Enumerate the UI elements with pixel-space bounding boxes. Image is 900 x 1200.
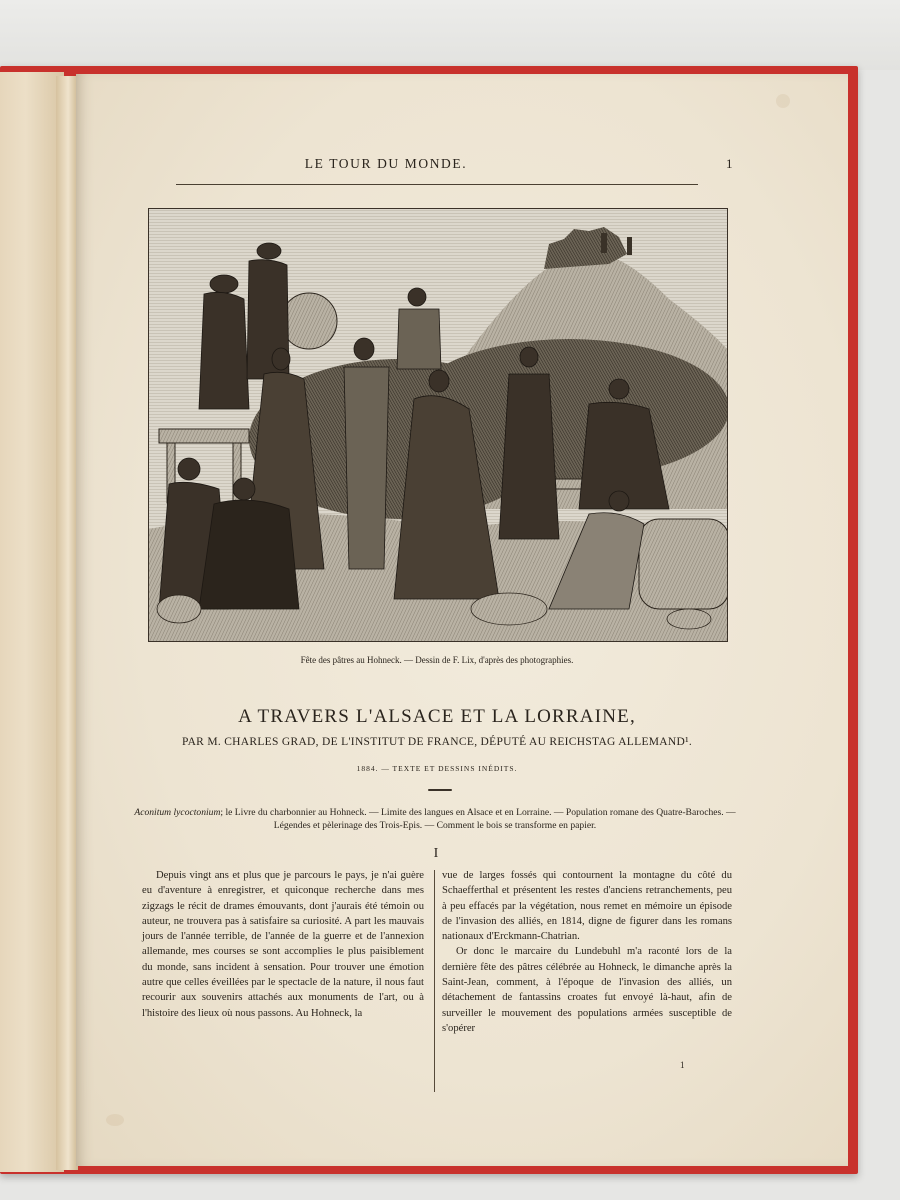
header-rule: [176, 184, 698, 185]
signature-number: 1: [680, 1060, 685, 1070]
page-number: 1: [726, 156, 733, 171]
left-page-edge: [0, 72, 64, 1172]
column-rule: [434, 870, 435, 1092]
paragraph: Or donc le marcaire du Lundebuhl m'a raconté lors de la dernière fête des pâtres célébrée au Hohneck, le dimanche après la Saint-Jean, comment, à l'époque de l'invasion des alliés, un détachement de fantassins croates fut envoyé là-haut, afin de surveiller le mouvement des populations armées susceptible de s'opérer: [442, 946, 732, 1034]
text-column-right: [442, 868, 732, 1036]
article-byline: PAR M. CHARLES GRAD, DE L'INSTITUT DE FRANCE, DÉPUTÉ AU REICHSTAG ALLEMAND¹.: [181, 736, 693, 748]
summary-italic: Aconitum lycoctonium: [134, 807, 221, 818]
ornament-rule: [428, 789, 452, 791]
paragraph: Depuis vingt ans et plus que je parcours le pays, je n'ai guère eu d'aventure à enregistrer, et quiconque recherche dans mes zigzags le récit de drames émouvants, dont j'aurais été témoin ou auteur, ne trouvera pas à satisfaire sa curiosité. A part les mauvais jours de l'année terrible, de l'année de la guerre et de l'annexion allemande, mes courses se sont accomplies le plus paisiblement du monde, sans incident à sensation. Pour trouver une émotion autre que celles éveillées par le spectacle de la nature, il nous faut recourir aux souvenirs attachés aux monuments de l'art, ou à l'histoire des lieux où nous passons. Au Hohneck, la: [142, 870, 424, 1019]
page-stack-edge: [56, 76, 78, 1170]
section-number: I: [433, 846, 439, 861]
summary-text: ; le Livre du charbonnier au Hohneck. — Limite des langues en Alsace et en Lorraine. — Population romane des Quatre-Baroches. — Légendes et pèlerinage des Trois-Epis. — Comment le bois se transforme en papier.: [220, 807, 736, 831]
paragraph: vue de larges fossés qui contournent la montagne du côté du Schaefferthal et présentent les restes d'anciens retranchements, peu à peu effacés par la végétation, nous remet en mémoire un épisode de l'invasion des alliés, en 1814, digne de figurer dans les romans nationaux d'Erckmann-Chatrian.: [442, 870, 732, 943]
illustration-caption: Fête des pâtres au Hohneck. — Dessin de F. Lix, d'après des photographies.: [300, 655, 574, 665]
background: [0, 0, 900, 70]
article-dateline: 1884. — TEXTE ET DESSINS INÉDITS.: [356, 764, 518, 773]
paper-stain: [776, 94, 790, 108]
book-page: [76, 74, 848, 1166]
paper-stain: [106, 1114, 124, 1126]
engraving-illustration: [148, 208, 728, 642]
running-head: LE TOUR DU MONDE.: [304, 156, 468, 171]
article-title: A TRAVERS L'ALSACE ET LA LORRAINE,: [238, 706, 636, 727]
chapter-summary: [134, 806, 736, 832]
text-column-left: [142, 868, 424, 1021]
